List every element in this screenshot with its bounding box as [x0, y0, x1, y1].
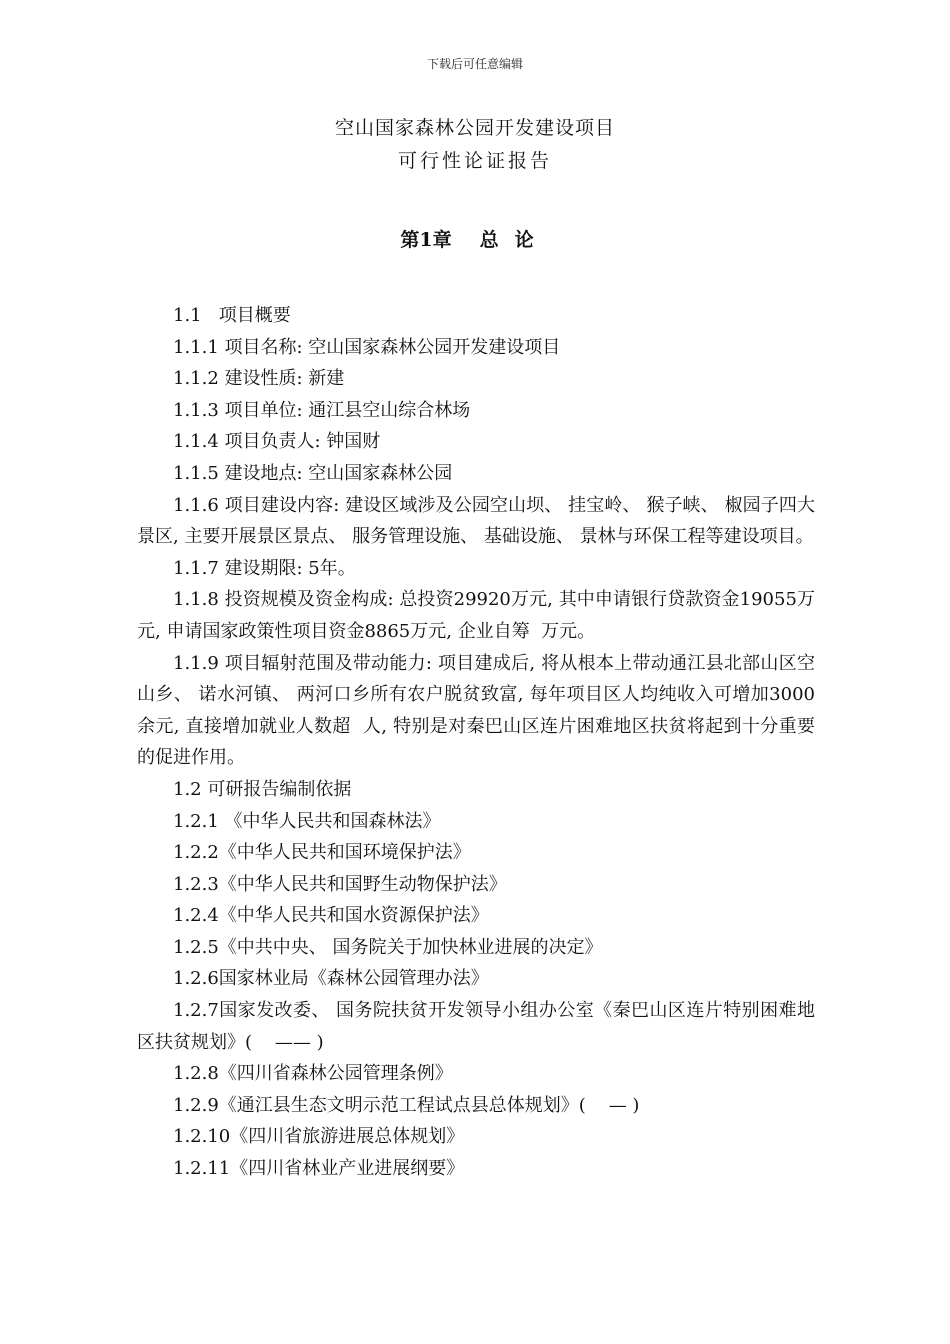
item-construction-content: 1.1.6 项目建设内容: 建设区域涉及公园空山坝、 挂宝岭、 猴子峡、 椒园子四大景区, 主要开展景区景点、 服务管理设施、 基础设施、 景林与环保工程等建设项目。: [137, 494, 815, 548]
basis-item: 1.2.6国家林业局《森林公园管理办法》: [173, 968, 489, 990]
document-subtitle: 可行性论证报告: [397, 150, 552, 172]
chapter-number: 第1章: [400, 229, 452, 251]
basis-item: 1.2.7国家发改委、 国务院扶贫开发领导小组办公室《秦巴山区连片特别困难地区扶贫规划》( —— ): [137, 1000, 815, 1053]
body-text: [137, 300, 815, 1185]
section-1-2-heading: 1.2 可研报告编制依据: [173, 778, 352, 800]
item-construction-site: 1.1.5 建设地点: 空山国家森林公园: [173, 462, 453, 484]
item-project-unit: 1.1.3 项目单位: 通江县空山综合林场: [173, 399, 471, 421]
basis-item: 1.2.11《四川省林业产业进展纲要》: [173, 1158, 465, 1180]
section-1-1-heading: 1.1 项目概要: [173, 305, 291, 326]
item-impact: 1.1.9 项目辐射范围及带动能力: 项目建成后, 将从根本上带动通江县北部山区空山乡、 诺水河镇、 两河口乡所有农户脱贫致富, 每年项目区人均纯收入可增加3000余元, 直接增加就业人数超 人, 特别是对秦巴山区连片困难地区扶贫将起到十分重要的促进作用。: [137, 652, 815, 769]
basis-item: 1.2.1 《中华人民共和国森林法》: [173, 810, 441, 832]
item-project-leader: 1.1.4 项目负责人: 钟国财: [173, 431, 381, 453]
basis-item: 1.2.4《中华人民共和国水资源保护法》: [173, 905, 489, 927]
item-investment: 1.1.8 投资规模及资金构成: 总投资29920万元, 其中申请银行贷款资金19055万元, 申请国家政策性项目资金8865万元, 企业自筹 万元。: [137, 589, 815, 642]
basis-item: 1.2.8《四川省森林公园管理条例》: [173, 1063, 453, 1085]
page-header-note: 下载后可任意编辑: [426, 57, 523, 71]
item-construction-period: 1.1.7 建设期限: 5年。: [173, 557, 356, 579]
chapter-heading: [0, 225, 950, 252]
basis-item: 1.2.5《中共中央、 国务院关于加快林业进展的决定》: [173, 936, 603, 958]
basis-item: 1.2.3《中华人民共和国野生动物保护法》: [173, 873, 507, 895]
chapter-name: 总论: [479, 229, 550, 251]
item-construction-nature: 1.1.2 建设性质: 新建: [173, 368, 345, 390]
item-project-name: 1.1.1 项目名称: 空山国家森林公园开发建设项目: [173, 336, 561, 358]
document-title: 空山国家森林公园开发建设项目: [334, 117, 615, 139]
basis-item: 1.2.10《四川省旅游进展总体规划》: [173, 1126, 465, 1148]
basis-item: 1.2.9《通江县生态文明示范工程试点县总体规划》( — ): [173, 1094, 640, 1116]
basis-item: 1.2.2《中华人民共和国环境保护法》: [173, 842, 471, 864]
